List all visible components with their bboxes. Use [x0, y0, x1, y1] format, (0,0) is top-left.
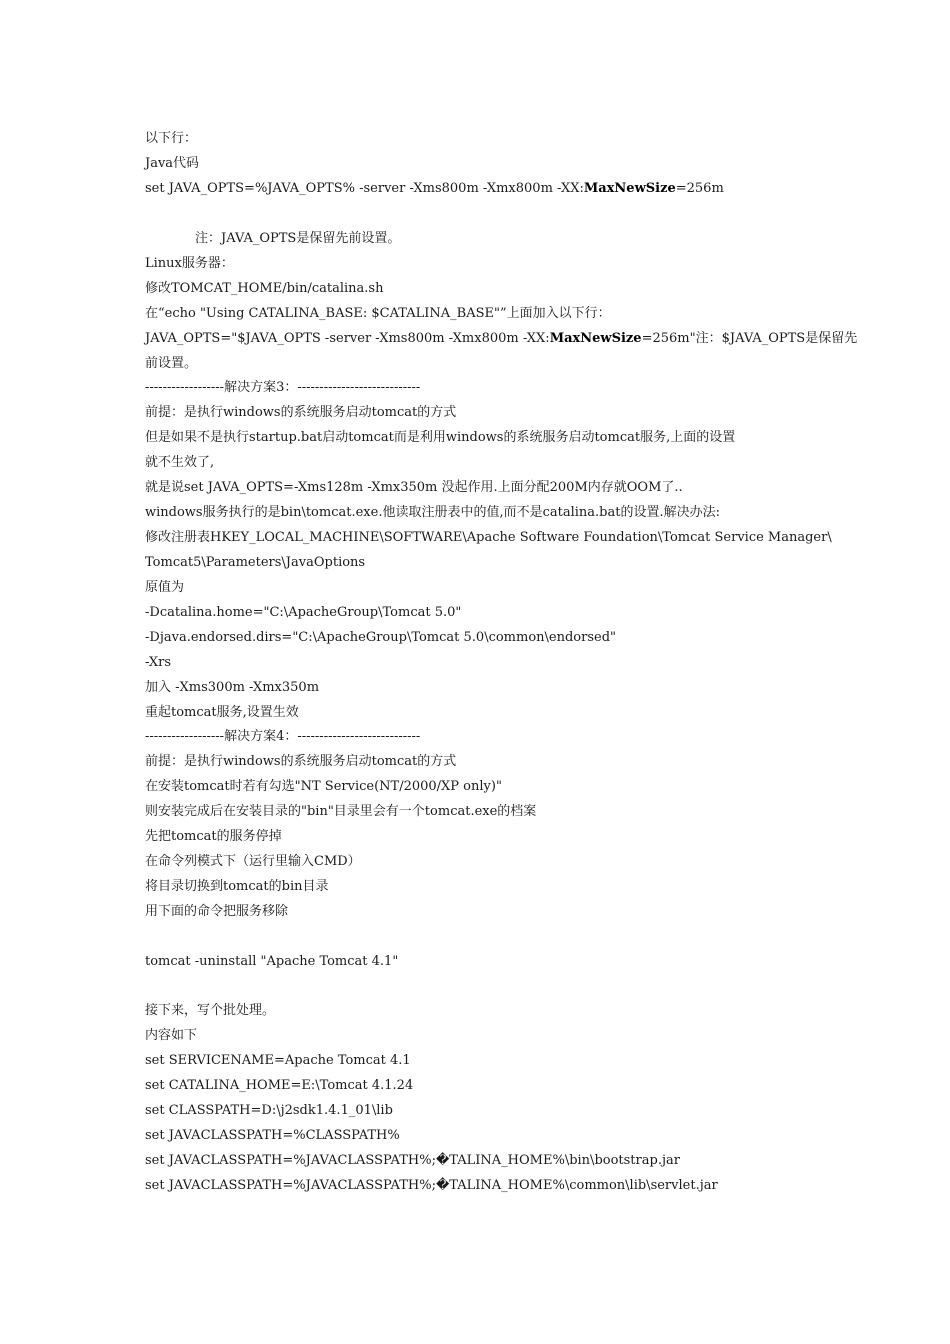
code-line: tomcat -uninstall "Apache Tomcat 4.1": [145, 954, 399, 969]
text-line: Java代码: [145, 156, 200, 171]
text-line: 前设置。: [145, 356, 198, 371]
text-line: 加入 -Xms300m -Xmx350m: [145, 680, 320, 695]
text-line: 修改注册表HKEY_LOCAL_MACHINE\SOFTWARE\Apache Software Foundation\Tomcat Service Manager\: [145, 530, 832, 545]
code-line: -Dcatalina.home="C:\ApacheGroup\Tomcat 5.0": [145, 605, 462, 620]
text-line: 在“echo "Using CATALINA_BASE: $CATALINA_BASE"”上面加入以下行：: [145, 306, 611, 321]
text-line: 原值为: [145, 580, 185, 595]
code-line: set JAVACLASSPATH=%JAVACLASSPATH%;�TALINA_HOME%\common\lib\servlet.jar: [145, 1178, 718, 1193]
code-line: set JAVACLASSPATH=%CLASSPATH%: [145, 1128, 400, 1143]
text-line: 前提：是执行windows的系统服务启动tomcat的方式: [145, 754, 457, 769]
code-keyword: MaxNewSize: [549, 331, 642, 346]
text-line: Linux服务器：: [145, 256, 234, 271]
text-line: Tomcat5\Parameters\JavaOptions: [145, 555, 366, 570]
section-divider: ------------------解决方案3：----------------------------: [145, 380, 421, 395]
text-line: 前提：是执行windows的系统服务启动tomcat的方式: [145, 405, 457, 420]
code-line: set CLASSPATH=D:\j2sdk1.4.1_01\lib: [145, 1103, 393, 1118]
text-line: 在命令列模式下（运行里输入CMD）: [145, 854, 361, 869]
code-segment: =256m"注：$JAVA_OPTS是保留先: [641, 331, 858, 346]
code-segment: JAVA_OPTS="$JAVA_OPTS -server -Xms800m -Xmx800m -XX:: [145, 331, 550, 346]
code-line: -Xrs: [145, 655, 172, 670]
text-line: 就不生效了,: [145, 455, 215, 470]
section-divider: ------------------解决方案4：----------------------------: [145, 729, 421, 744]
text-line: 先把tomcat的服务停掉: [145, 829, 282, 844]
text-line: 则安装完成后在安装目录的"bin"目录里会有一个tomcat.exe的档案: [145, 804, 537, 819]
code-line: -Djava.endorsed.dirs="C:\ApacheGroup\Tomcat 5.0\common\endorsed": [145, 630, 617, 645]
text-line: 但是如果不是执行startup.bat启动tomcat而是利用windows的系统服务启动tomcat服务,上面的设置: [145, 430, 736, 445]
code-line: set CATALINA_HOME=E:\Tomcat 4.1.24: [145, 1078, 414, 1093]
code-keyword: MaxNewSize: [583, 181, 676, 196]
code-line: [145, 330, 857, 348]
text-line: 将目录切换到tomcat的bin目录: [145, 879, 329, 894]
code-line: set SERVICENAME=Apache Tomcat 4.1: [145, 1053, 411, 1068]
text-line: 就是说set JAVA_OPTS=-Xms128m -Xmx350m 没起作用.上面分配200M内存就OOM了..: [145, 480, 683, 495]
text-line: windows服务执行的是bin\tomcat.exe.他读取注册表中的值,而不是catalina.bat的设置.解决办法:: [145, 505, 720, 520]
text-line: 以下行：: [145, 131, 198, 146]
text-line: 修改TOMCAT_HOME/bin/catalina.sh: [145, 281, 384, 296]
text-line: 用下面的命令把服务移除: [145, 904, 289, 919]
text-line: 重起tomcat服务,设置生效: [145, 705, 299, 720]
text-line: 接下来，写个批处理。: [145, 1003, 276, 1018]
code-line: set JAVACLASSPATH=%JAVACLASSPATH%;�TALINA_HOME%\bin\bootstrap.jar: [145, 1153, 680, 1168]
note-line: 注：JAVA_OPTS是保留先前设置。: [195, 231, 401, 246]
code-line: [145, 180, 724, 198]
code-segment: =256m: [675, 181, 724, 196]
code-segment: set JAVA_OPTS=%JAVA_OPTS% -server -Xms800m -Xmx800m -XX:: [145, 181, 584, 196]
text-line: 内容如下: [145, 1028, 198, 1043]
text-line: 在安装tomcat时若有勾选"NT Service(NT/2000/XP only)": [145, 779, 502, 794]
